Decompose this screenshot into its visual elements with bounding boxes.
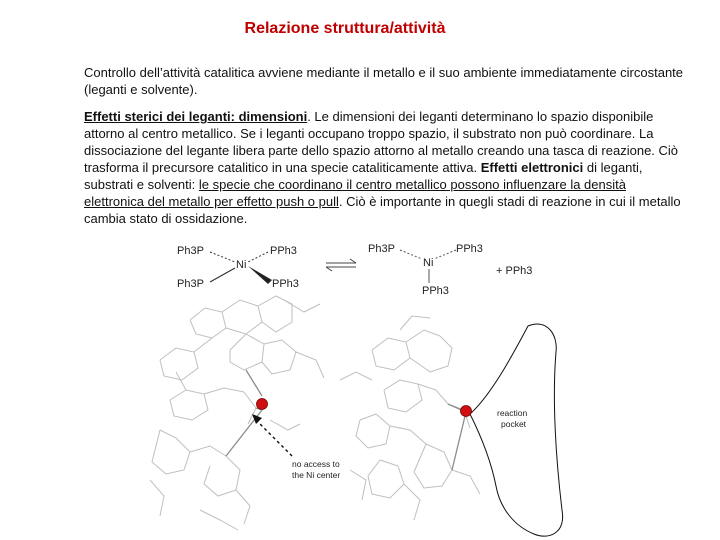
right-ligand-top-right: PPh3 — [456, 243, 483, 255]
left-note-line1: no access to — [292, 459, 340, 469]
left-complex — [177, 245, 299, 290]
right-ligand-bottom: PPh3 — [422, 285, 449, 297]
right-ligand-top-left: Ph3P — [368, 243, 395, 255]
electronic-heading: Effetti elettronici — [480, 160, 584, 175]
left-crowded-structure — [150, 296, 324, 530]
page-title: Relazione struttura/attività — [244, 20, 446, 37]
left-ligand-bottom-left: Ph3P — [177, 278, 204, 290]
left-inner-bonds — [226, 370, 262, 456]
left-access-arrow — [252, 414, 292, 456]
left-metal-center: Ni — [236, 259, 247, 271]
right-ni-atom — [461, 406, 472, 417]
left-ligand-bottom-right: PPh3 — [272, 278, 299, 290]
right-metal-center: Ni — [423, 257, 434, 269]
right-note-line1: reaction — [497, 408, 528, 418]
right-note-line2: pocket — [501, 419, 527, 429]
left-ni-atom — [257, 399, 268, 410]
left-note-line2: the Ni center — [292, 470, 341, 480]
right-open-structure — [340, 316, 480, 520]
intro-paragraph: Controllo dell’attività catalitica avviene mediante il metallo e il suo ambiente immediatamente circostante (leganti e solvente). — [84, 65, 684, 97]
electronic-tail-text: . Ciò è importante in quegli stadi di reazione in cui il metallo cambia stato di ossidazione. — [84, 194, 681, 226]
equilibrium-arrows — [326, 259, 356, 271]
right-complex — [368, 243, 532, 297]
electronic-underlined-text: le specie che coordinano il centro metallico possono influenzare la densità elettronica del metallo per effetto push o pull — [84, 177, 626, 209]
left-ligand-top-right: PPh3 — [270, 245, 297, 257]
electronic-text: di leganti, substrati e solventi: — [84, 160, 643, 192]
steric-heading: Effetti sterici dei leganti: dimensioni — [84, 109, 308, 124]
left-ligand-top-left: Ph3P — [177, 245, 204, 257]
reaction-pocket-outline — [470, 324, 563, 536]
free-ligand: + PPh3 — [496, 265, 533, 277]
steric-text: . Le dimensioni dei leganti determinano lo spazio disponibile attorno al centro metallico. Se i leganti occupano troppo spazio, il substrato non può coordinare. La dissociazione del legante libera parte dello spazio attorno al metallo creando una tasca di reazione. Ciò trasforma il precursore catalitico in una specie cataliticamente attiva. — [84, 109, 679, 175]
